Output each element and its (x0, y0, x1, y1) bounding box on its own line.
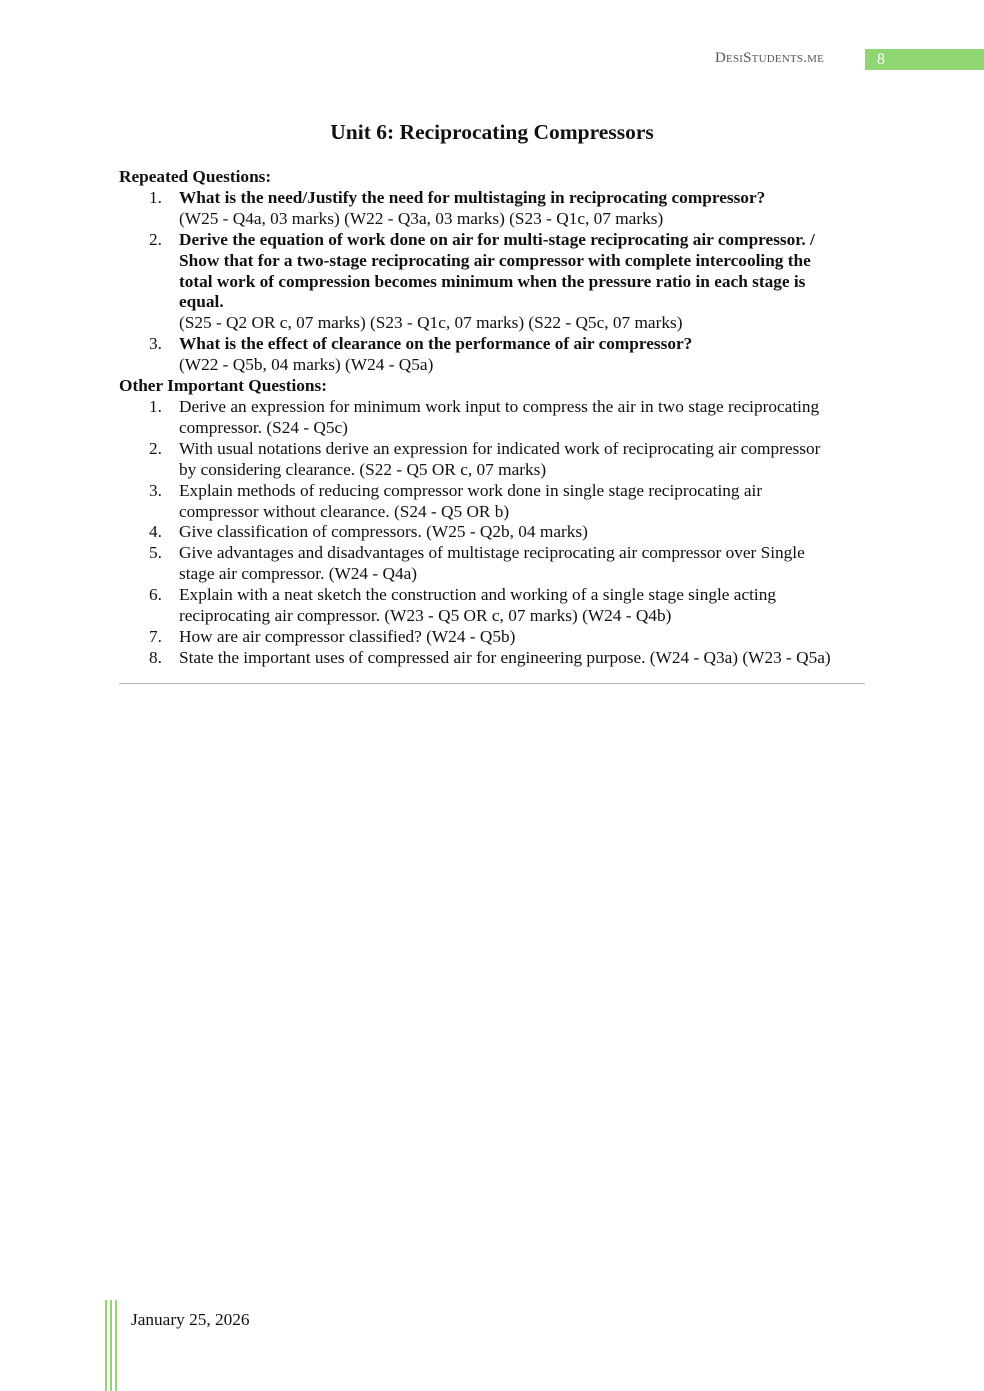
repeated-questions-list (119, 188, 879, 376)
question-text: Explain methods of reducing compressor work done in single stage reciprocating air (179, 480, 763, 500)
question-text: How are air compressor classified? (W24 - Q5b) (179, 626, 516, 646)
divider (119, 683, 865, 684)
other-questions-list (119, 397, 879, 669)
repeated-questions-heading: Repeated Questions: (119, 167, 272, 186)
footer-bar (105, 1300, 107, 1391)
question-text: Give classification of compressors. (W25 - Q2b, 04 marks) (179, 522, 588, 542)
item-number: 3. (149, 334, 162, 354)
list-item (119, 522, 879, 543)
page-number-badge (865, 49, 984, 70)
question-text: Give advantages and disadvantages of multistage reciprocating air compressor over Single (179, 543, 805, 563)
item-number: 1. (149, 396, 162, 416)
item-number: 2. (149, 229, 162, 249)
list-item (119, 334, 879, 376)
question-text: Show that for a two-stage reciprocating air compressor with complete intercooling the (179, 250, 811, 270)
question-text: by considering clearance. (S22 - Q5 OR c, 07 marks) (179, 459, 547, 479)
item-number: 6. (149, 585, 162, 605)
question-text: State the important uses of compressed air for engineering purpose. (W24 - Q3a) (W23 - Q5a) (179, 647, 831, 667)
list-item (119, 481, 879, 523)
item-number: 7. (149, 626, 162, 646)
footer-date: January 25, 2026 (131, 1310, 250, 1329)
list-item (119, 230, 879, 335)
item-number: 1. (149, 187, 162, 207)
list-item (119, 543, 879, 585)
question-text: equal. (179, 292, 224, 312)
list-item (119, 627, 879, 648)
list-item (119, 188, 879, 230)
question-text: compressor without clearance. (S24 - Q5 OR b) (179, 501, 510, 521)
item-number: 8. (149, 647, 162, 667)
question-text: Explain with a neat sketch the construction and working of a single stage single acting (179, 585, 777, 605)
list-item (119, 585, 879, 627)
page-number: 8 (877, 51, 885, 68)
item-number: 2. (149, 438, 162, 458)
item-number: 4. (149, 522, 162, 542)
list-item (119, 397, 879, 439)
question-text: What is the effect of clearance on the performance of air compressor? (179, 334, 693, 354)
question-text: compressor. (S24 - Q5c) (179, 417, 348, 437)
site-name: DesiStudents.me (715, 50, 825, 66)
question-text: Derive an expression for minimum work input to compress the air in two stage reciprocating (179, 396, 820, 416)
page-title: Unit 6: Reciprocating Compressors (330, 120, 654, 144)
question-text: Derive the equation of work done on air for multi-stage reciprocating air compressor. / (179, 229, 815, 249)
list-item (119, 439, 879, 481)
question-text: With usual notations derive an expression for indicated work of reciprocating air compressor (179, 438, 821, 458)
question-reference: (W22 - Q5b, 04 marks) (W24 - Q5a) (179, 355, 434, 375)
footer-bar (110, 1300, 112, 1391)
question-reference: (S25 - Q2 OR c, 07 marks) (S23 - Q1c, 07 marks) (S22 - Q5c, 07 marks) (179, 313, 683, 333)
question-text: reciprocating air compressor. (W23 - Q5 OR c, 07 marks) (W24 - Q4b) (179, 606, 672, 626)
item-number: 3. (149, 480, 162, 500)
question-text: stage air compressor. (W24 - Q4a) (179, 564, 418, 584)
footer-bar (115, 1300, 117, 1391)
item-number: 5. (149, 543, 162, 563)
other-questions-heading: Other Important Questions: (119, 376, 328, 396)
question-text: total work of compression becomes minimum when the pressure ratio in each stage is (179, 271, 806, 291)
question-content (119, 167, 879, 669)
list-item (119, 648, 879, 669)
question-reference: (W25 - Q4a, 03 marks) (W22 - Q3a, 03 marks) (S23 - Q1c, 07 marks) (179, 208, 664, 228)
question-text: What is the need/Justify the need for multistaging in reciprocating compressor? (179, 187, 766, 207)
